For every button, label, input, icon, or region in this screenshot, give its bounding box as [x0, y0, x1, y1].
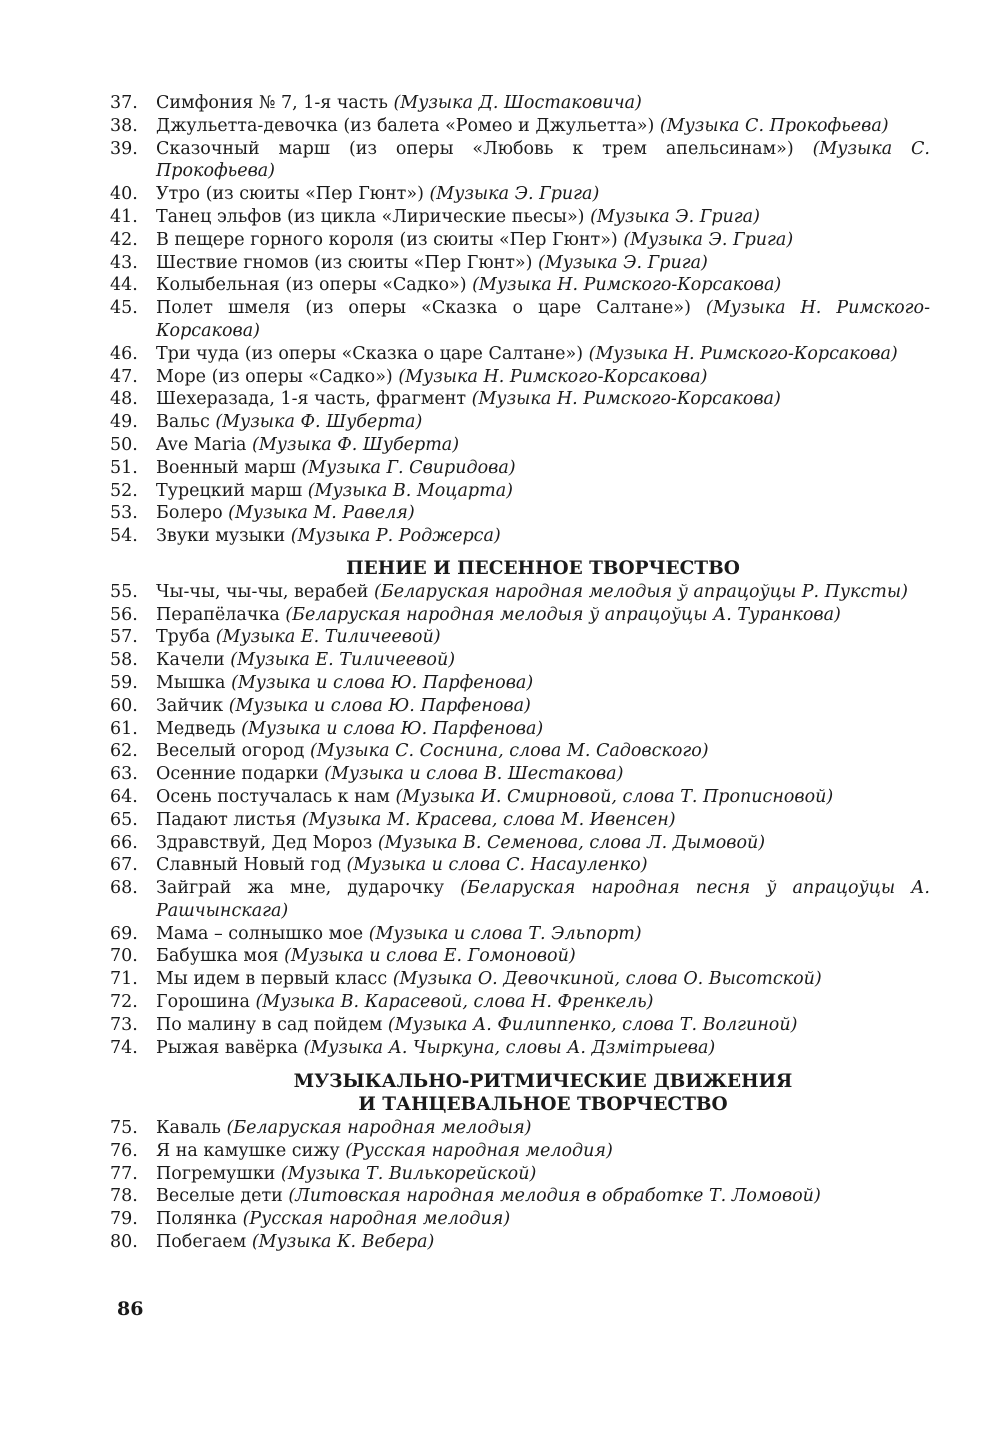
- list-item: [110, 1185, 930, 1208]
- item-author: (Беларуская народная мелодыя ў апрацоўцы А. Туранкова): [285, 604, 841, 625]
- list-item: [110, 672, 930, 695]
- item-text: [156, 92, 930, 115]
- item-author: (Музыка В. Семенова, слова Л. Дымовой): [377, 832, 766, 853]
- page-content: [110, 92, 930, 1254]
- section-title-line-1: МУЗЫКАЛЬНО-РИТМИЧЕСКИЕ ДВИЖЕНИЯ: [293, 1071, 793, 1093]
- item-title: Осень постучалась к нам: [156, 786, 396, 807]
- item-number: 37.: [110, 93, 138, 113]
- item-number: 56.: [110, 604, 138, 625]
- section-title-movement: [156, 1071, 930, 1117]
- item-number: 58.: [110, 650, 138, 671]
- item-title: Веселые дети: [156, 1186, 289, 1207]
- item-text: [156, 763, 930, 786]
- item-number: 65.: [110, 809, 138, 830]
- item-text: [156, 1163, 930, 1186]
- item-number: 74.: [110, 1037, 138, 1058]
- item-text: [156, 411, 930, 434]
- list-item: [110, 343, 930, 366]
- item-text: [156, 229, 930, 252]
- item-title: Я на камушке сижу: [156, 1140, 346, 1161]
- item-text: [156, 1014, 930, 1037]
- item-text: [156, 274, 930, 297]
- item-number: 67.: [110, 855, 138, 876]
- item-title: Осенние подарки: [156, 764, 325, 785]
- list-item: [110, 206, 930, 229]
- list-item: [110, 809, 930, 832]
- item-author: (Музыка Э. Грига): [429, 184, 600, 205]
- item-number: 63.: [110, 764, 138, 785]
- item-title: Бабушка моя: [156, 946, 285, 967]
- item-text: [156, 525, 930, 548]
- item-author: (Музыка К. Вебера): [251, 1232, 435, 1253]
- item-title: Мама – солнышко мое: [156, 923, 369, 944]
- item-author: (Музыка и слова Т. Эльпорт): [368, 923, 642, 944]
- list-item: [110, 274, 930, 297]
- item-number: 39.: [110, 138, 138, 159]
- item-text: [156, 581, 930, 604]
- list-item: [110, 1163, 930, 1186]
- item-number: 57.: [110, 627, 138, 648]
- item-title: Чы-чы, чы-чы, верабей: [156, 581, 374, 602]
- item-text: [156, 388, 930, 411]
- item-author: (Музыка О. Девочкиной, слова О. Высотской): [392, 969, 822, 990]
- repertoire-list-listening: [110, 92, 930, 548]
- item-title: Мы идем в первый класс: [156, 969, 393, 990]
- item-title: Рыжая вавёрка: [156, 1037, 304, 1058]
- item-title: Перапёлачка: [156, 604, 286, 625]
- item-author: (Музыка Н. Римского-Корсакова): [472, 275, 782, 296]
- list-item: [110, 945, 930, 968]
- item-author: (Русская народная мелодия): [345, 1140, 613, 1161]
- page-number: 86: [117, 1298, 144, 1320]
- item-text: [156, 183, 930, 206]
- item-number: 47.: [110, 366, 138, 387]
- item-number: 60.: [110, 695, 138, 716]
- item-title: Труба: [156, 627, 216, 648]
- item-title: Медведь: [156, 718, 242, 739]
- list-item: [110, 411, 930, 434]
- section-title-line-2: И ТАНЦЕВАЛЬНОЕ ТВОРЧЕСТВО: [358, 1094, 728, 1116]
- item-title: Мышка: [156, 672, 232, 693]
- item-text: [156, 923, 930, 946]
- item-number: 42.: [110, 229, 138, 250]
- item-text: [156, 649, 930, 672]
- item-text: [156, 206, 930, 229]
- item-author: (Музыка Р. Роджерса): [290, 526, 501, 547]
- item-author: (Музыка А. Чыркуна, словы А. Дзмітрыева): [303, 1037, 716, 1058]
- list-item: [110, 968, 930, 991]
- item-title: Утро (из сюиты «Пер Гюнт»): [156, 184, 430, 205]
- item-text: [156, 1037, 930, 1060]
- item-title: Падают листья: [156, 809, 302, 830]
- item-number: 62.: [110, 741, 138, 762]
- item-author: (Музыка и слова Ю. Парфенова): [228, 695, 531, 716]
- list-item: [110, 1140, 930, 1163]
- item-title: Славный Новый год: [156, 855, 347, 876]
- item-text: [156, 604, 930, 627]
- item-number: 59.: [110, 672, 138, 693]
- list-item: [110, 1208, 930, 1231]
- item-author: (Музыка С. Прокофьева): [156, 138, 930, 182]
- list-item: [110, 457, 930, 480]
- item-author: (Музыка и слова Ю. Парфенова): [231, 672, 534, 693]
- item-author: (Музыка Э. Грига): [538, 252, 708, 273]
- list-item: [110, 480, 930, 503]
- item-title: Здравствуй, Дед Мороз: [156, 832, 378, 853]
- item-title: Вальс: [156, 412, 216, 433]
- item-author: (Музыка Э. Грига): [590, 206, 760, 227]
- item-number: 43.: [110, 252, 138, 273]
- list-item: [110, 718, 930, 741]
- item-number: 45.: [110, 298, 138, 319]
- item-title: Зайграй жа мне, дударочку: [156, 878, 461, 899]
- item-author: (Музыка Д. Шостаковича): [393, 93, 642, 113]
- item-author: (Музыка И. Смирновой, слова Т. Прописновой): [395, 786, 834, 807]
- item-number: 78.: [110, 1186, 138, 1207]
- item-author: (Литовская народная мелодия в обработке Т. Ломовой): [288, 1186, 821, 1207]
- item-author: (Музыка Н. Римского-Корсакова): [588, 343, 898, 364]
- list-item: [110, 923, 930, 946]
- item-text: [156, 480, 930, 503]
- item-number: 72.: [110, 992, 138, 1013]
- list-item: [110, 1037, 930, 1060]
- item-number: 46.: [110, 343, 138, 364]
- list-item: [110, 1117, 930, 1140]
- item-text: [156, 740, 930, 763]
- item-title: Турецкий марш: [156, 480, 308, 501]
- item-author: (Музыка Н. Римского-Корсакова): [471, 389, 781, 410]
- item-author: (Музыка Г. Свиридова): [301, 457, 516, 478]
- item-number: 76.: [110, 1140, 138, 1161]
- list-item: [110, 115, 930, 138]
- item-author: (Музыка Н. Римского-Корсакова): [398, 366, 708, 387]
- item-text: [156, 718, 930, 741]
- item-text: [156, 626, 930, 649]
- item-title: Погремушки: [156, 1163, 281, 1184]
- item-number: 40.: [110, 184, 138, 205]
- list-item: [110, 388, 930, 411]
- item-title: Побегаем: [156, 1232, 252, 1253]
- item-author: (Музыка и слова С. Насауленко): [346, 855, 648, 876]
- item-text: [156, 115, 930, 138]
- item-number: 52.: [110, 480, 138, 501]
- item-title: Зайчик: [156, 695, 229, 716]
- item-number: 44.: [110, 275, 138, 296]
- item-author: (Русская народная мелодия): [242, 1209, 511, 1230]
- item-text: [156, 854, 930, 877]
- item-text: [156, 809, 930, 832]
- item-text: [156, 945, 930, 968]
- item-number: 55.: [110, 581, 138, 602]
- list-item: [110, 763, 930, 786]
- item-author: (Музыка Ф. Шуберта): [252, 434, 460, 455]
- list-item: [110, 252, 930, 275]
- item-title: Шехеразада, 1-я часть, фрагмент: [156, 389, 472, 410]
- item-text: [156, 1185, 930, 1208]
- item-number: 50.: [110, 434, 138, 455]
- item-number: 70.: [110, 946, 138, 967]
- list-item: [110, 434, 930, 457]
- item-title: Горошина: [156, 992, 256, 1013]
- item-author: (Музыка Н. Римского-Корсакова): [156, 298, 930, 341]
- item-title: Веселый огород: [156, 741, 310, 762]
- item-number: 53.: [110, 503, 138, 524]
- item-title: Полянка: [156, 1209, 243, 1230]
- item-title: Звуки музыки: [156, 526, 291, 547]
- item-author: (Музыка и слова Е. Гомоновой): [284, 946, 576, 967]
- item-text: [156, 877, 930, 923]
- item-text: [156, 343, 930, 366]
- item-number: 77.: [110, 1163, 138, 1184]
- item-number: 54.: [110, 526, 138, 547]
- item-number: 61.: [110, 718, 138, 739]
- list-item: [110, 1014, 930, 1037]
- item-title: Каваль: [156, 1118, 227, 1139]
- item-text: [156, 434, 930, 457]
- item-title: Сказочный марш (из оперы «Любовь к трем апельсинам»): [156, 138, 813, 159]
- item-title: Симфония № 7, 1-я часть: [156, 93, 394, 113]
- repertoire-list-movement: [110, 1117, 930, 1254]
- list-item: [110, 581, 930, 604]
- item-text: [156, 252, 930, 275]
- list-item: [110, 649, 930, 672]
- item-text: [156, 991, 930, 1014]
- item-title: В пещере горного короля (из сюиты «Пер Гюнт»): [156, 229, 624, 250]
- item-author: (Музыка Ф. Шуберта): [215, 412, 423, 433]
- item-text: [156, 502, 930, 525]
- item-text: [156, 695, 930, 718]
- item-title: Танец эльфов (из цикла «Лирические пьесы»): [156, 206, 591, 227]
- item-number: 64.: [110, 786, 138, 807]
- item-text: [156, 297, 930, 343]
- item-author: (Музыка В. Карасевой, слова Н. Френкель): [255, 992, 654, 1013]
- item-text: [156, 457, 930, 480]
- item-text: [156, 366, 930, 389]
- item-author: (Беларуская народная песня ў апрацоўцы А. Рашчынскага): [156, 878, 930, 921]
- item-title: Колыбельная (из оперы «Садко»): [156, 275, 473, 296]
- item-number: 51.: [110, 457, 138, 478]
- list-item: [110, 991, 930, 1014]
- item-title: Ave Maria: [156, 434, 253, 455]
- list-item: [110, 1231, 930, 1254]
- list-item: [110, 229, 930, 252]
- item-number: 73.: [110, 1014, 138, 1035]
- list-item: [110, 740, 930, 763]
- item-title: Полет шмеля (из оперы «Сказка о царе Салтане»): [156, 298, 706, 319]
- list-item: [110, 502, 930, 525]
- list-item: [110, 92, 930, 115]
- item-number: 75.: [110, 1118, 138, 1139]
- item-number: 49.: [110, 412, 138, 433]
- item-author: (Музыка С. Соснина, слова М. Садовского): [309, 741, 709, 762]
- item-author: (Беларуская народная мелодыя): [226, 1118, 532, 1139]
- item-author: (Музыка Т. Вилькорейской): [280, 1163, 537, 1184]
- item-number: 80.: [110, 1232, 138, 1253]
- repertoire-list-singing: [110, 581, 930, 1060]
- list-item: [110, 832, 930, 855]
- item-number: 79.: [110, 1209, 138, 1230]
- item-title: Военный марш: [156, 457, 302, 478]
- item-number: 68.: [110, 878, 138, 899]
- item-text: [156, 1208, 930, 1231]
- item-number: 66.: [110, 832, 138, 853]
- item-author: (Музыка Е. Тиличеевой): [215, 627, 441, 648]
- item-title: Море (из оперы «Садко»): [156, 366, 399, 387]
- item-author: (Музыка М. Равеля): [228, 503, 415, 524]
- item-text: [156, 1140, 930, 1163]
- item-text: [156, 672, 930, 695]
- item-text: [156, 138, 930, 184]
- item-text: [156, 786, 930, 809]
- item-title: Джульетта-девочка (из балета «Ромео и Джульетта»): [156, 115, 660, 136]
- item-author: (Музыка Э. Грига): [623, 229, 794, 250]
- item-title: Шествие гномов (из сюиты «Пер Гюнт»): [156, 252, 539, 273]
- item-text: [156, 968, 930, 991]
- list-item: [110, 626, 930, 649]
- item-title: Болеро: [156, 503, 229, 524]
- list-item: [110, 525, 930, 548]
- item-author: (Музыка С. Прокофьева): [659, 115, 889, 136]
- list-item: [110, 877, 930, 923]
- item-author: (Музыка А. Филиппенко, слова Т. Волгиной): [387, 1014, 798, 1035]
- list-item: [110, 604, 930, 627]
- list-item: [110, 366, 930, 389]
- item-number: 41.: [110, 206, 138, 227]
- item-author: (Музыка В. Моцарта): [307, 480, 513, 501]
- item-number: 69.: [110, 923, 138, 944]
- item-author: (Беларуская народная мелодыя ў апрацоўцы Р. Пуксты): [374, 581, 908, 602]
- item-title: Качели: [156, 650, 231, 671]
- section-title-singing: ПЕНИЕ И ПЕСЕННОЕ ТВОРЧЕСТВО: [346, 557, 740, 579]
- item-author: (Музыка и слова В. Шестакова): [324, 764, 624, 785]
- item-title: Три чуда (из оперы «Сказка о царе Салтане»): [156, 343, 589, 364]
- item-number: 38.: [110, 115, 138, 136]
- item-text: [156, 832, 930, 855]
- list-item: [110, 786, 930, 809]
- item-text: [156, 1231, 930, 1254]
- list-item: [110, 183, 930, 206]
- list-item: [110, 854, 930, 877]
- item-number: 71.: [110, 969, 138, 990]
- item-author: (Музыка и слова Ю. Парфенова): [241, 718, 544, 739]
- item-text: [156, 1117, 930, 1140]
- list-item: [110, 138, 930, 184]
- item-title: По малину в сад пойдем: [156, 1014, 388, 1035]
- list-item: [110, 297, 930, 343]
- item-author: (Музыка Е. Тиличеевой): [230, 650, 456, 671]
- list-item: [110, 695, 930, 718]
- item-author: (Музыка М. Красева, слова М. Ивенсен): [301, 809, 676, 830]
- item-number: 48.: [110, 389, 138, 410]
